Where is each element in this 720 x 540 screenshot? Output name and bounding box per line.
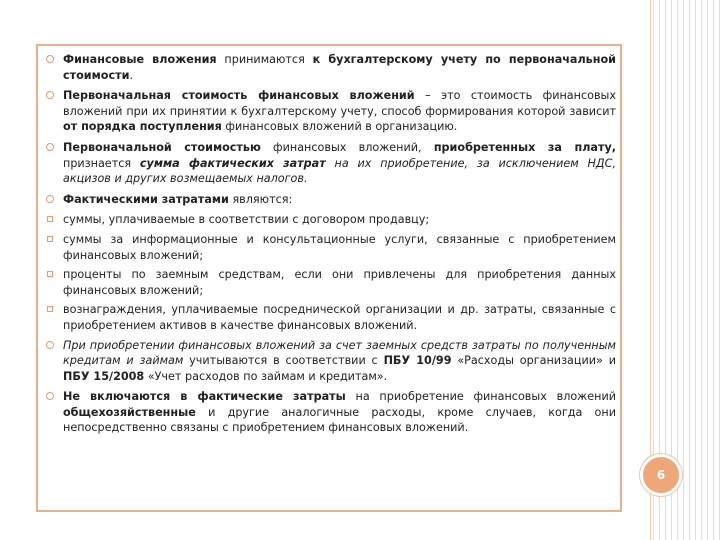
slide-body bbox=[46, 52, 616, 441]
text-segment: – это стоимость финансовых вложений при их принятии к бухгалтерскому учету, способ формирования которой зависит bbox=[63, 89, 616, 118]
text-segment: признается bbox=[63, 156, 140, 170]
text-segment: проценты по заемным средствам, если они привлечены для приобретения данных финансовых вложений; bbox=[63, 268, 616, 297]
text-segment: на приобретение финансовых вложений bbox=[345, 390, 617, 404]
text-segment: «Учет расходов по займам и кредитам». bbox=[144, 369, 388, 383]
list-item bbox=[46, 338, 616, 385]
circle-bullet-icon bbox=[46, 392, 54, 400]
text-segment: вознаграждения, уплачиваемые посреднической организации и др. затраты, связанные с приобретением активов в качестве финансовых вложений. bbox=[63, 303, 616, 332]
square-bullet-icon bbox=[47, 216, 53, 222]
circle-bullet-icon bbox=[46, 91, 54, 99]
text-segment: Финансовые вложения bbox=[63, 53, 217, 66]
text-segment: При приобретении финансовых вложений за счет заемных средств затраты по полученным кредитам и займам bbox=[63, 338, 616, 368]
text-segment: Первоначальной стоимостью bbox=[63, 140, 261, 154]
sub-list-item bbox=[46, 302, 616, 333]
text-segment: являются: bbox=[228, 192, 293, 206]
square-bullet-icon bbox=[47, 271, 53, 277]
circle-bullet-icon bbox=[46, 143, 54, 151]
text-segment: ПБУ 10/99 bbox=[383, 354, 452, 368]
text-segment: «Расходы организации» и bbox=[451, 354, 616, 368]
text-segment: финансовых вложений в организацию. bbox=[221, 120, 458, 134]
text-segment: Не включаются в фактические затраты bbox=[63, 390, 346, 404]
sub-list-item bbox=[46, 267, 616, 298]
circle-bullet-icon bbox=[46, 195, 54, 203]
text-segment: от порядка поступления bbox=[63, 120, 222, 134]
text-segment: к бухгалтерскому учету по первоначальной стоимости bbox=[63, 53, 617, 82]
sub-list-item bbox=[46, 232, 616, 263]
text-segment: приобретенных за плату, bbox=[433, 140, 616, 154]
text-segment: принимаются bbox=[216, 53, 313, 66]
text-segment: на их приобретение, за исключением НДС, акцизов и других возмещаемых налогов. bbox=[63, 156, 616, 186]
list-item bbox=[46, 192, 616, 208]
circle-bullet-icon bbox=[46, 341, 54, 349]
text-segment: Фактическими затратами bbox=[63, 192, 229, 206]
list-item bbox=[46, 140, 616, 187]
text-segment: . bbox=[129, 68, 133, 82]
circle-bullet-icon bbox=[46, 55, 54, 63]
text-segment: учитываются в соответствии с bbox=[183, 354, 384, 368]
text-segment: ПБУ 15/2008 bbox=[63, 369, 145, 383]
sub-list-item bbox=[46, 212, 616, 228]
list-item bbox=[46, 389, 616, 436]
square-bullet-icon bbox=[47, 236, 53, 242]
text-segment: и другие аналогичные расходы, кроме случаев, когда они непосредственно связаны с приобретением финансовых вложений. bbox=[63, 405, 616, 435]
text-segment: Первоначальная стоимость финансовых вложений bbox=[63, 89, 415, 103]
text-segment: общехозяйственные bbox=[63, 405, 196, 419]
text-segment: суммы, уплачиваемые в соответствии с договором продавцу; bbox=[63, 213, 430, 227]
text-segment: суммы за информационные и консультационные услуги, связанные с приобретением финансовых вложений; bbox=[63, 232, 616, 262]
list-item bbox=[46, 52, 616, 83]
page-number-badge: 6 bbox=[640, 454, 682, 496]
square-bullet-icon bbox=[47, 306, 53, 312]
text-segment: сумма фактических затрат bbox=[139, 156, 326, 170]
text-segment: финансовых вложений, bbox=[260, 140, 434, 154]
list-item bbox=[46, 88, 616, 135]
